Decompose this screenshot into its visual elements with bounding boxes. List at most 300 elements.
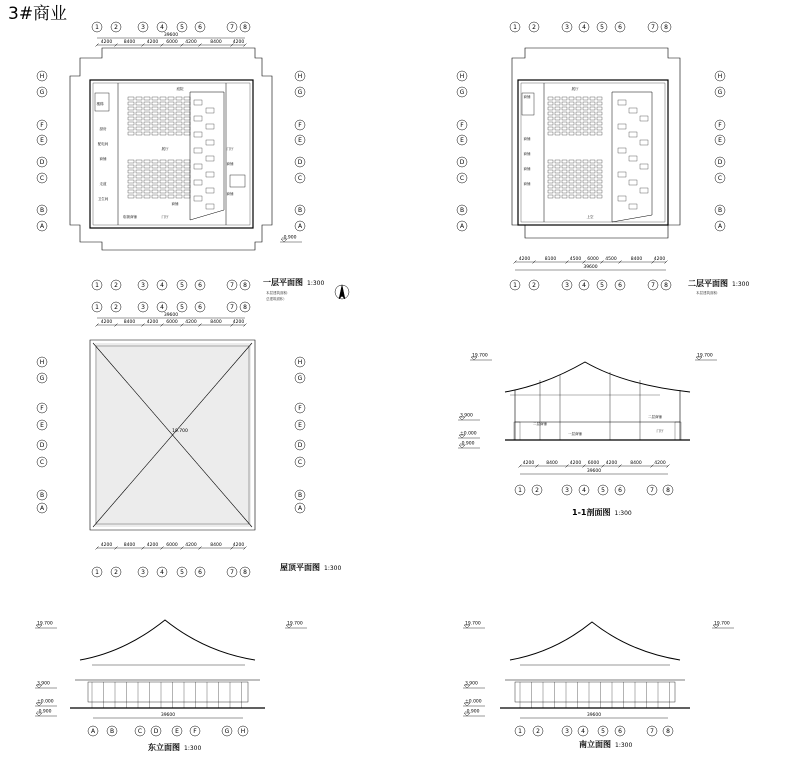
seat [548,185,553,188]
east-total-dim: 39600 [160,713,176,718]
seat [618,148,626,153]
seat [194,100,202,105]
seat [569,170,574,173]
seat [562,127,567,130]
seat [176,127,182,130]
seat [152,107,158,110]
section-total-dim: 39600 [586,469,602,474]
seat [168,160,174,163]
south-l2-level: 3.900 [465,681,478,687]
seat [569,160,574,163]
plan1-right-axis-label: B [297,207,303,215]
plan1-right-axis-label: A [297,223,303,231]
seat [618,124,626,129]
south-axis-label: 1 [518,728,522,736]
seat [206,140,214,145]
south-axis-label: 2 [536,728,540,736]
seat [144,185,150,188]
seat [206,204,214,209]
seat [576,170,581,173]
roof-total-dim: 39600 [163,313,179,318]
seat [168,165,174,168]
roof-dim-value: 4200 [185,320,197,325]
seat [555,180,560,183]
seat [168,180,174,183]
plan2-bottom-axis-label: 5 [600,282,604,290]
plan1-room-label: 厨房 [99,127,107,131]
plan2-left-axis-label: H [459,73,465,81]
seat [160,122,166,125]
plan2-left-axis-label: A [459,223,465,231]
seat [548,190,553,193]
seat [136,160,142,163]
plan1-drawing [70,48,272,250]
seat [128,160,134,163]
seat [176,190,182,193]
seat [160,112,166,115]
plan1-left-axis-label: G [39,89,45,97]
plan2-room-label: 商铺 [523,95,531,99]
seat [144,190,150,193]
seat [152,122,158,125]
seat [583,127,588,130]
south-caption-text: 南立面图 [579,740,611,749]
plan1-bottom-axis-label: 1 [95,282,99,290]
east-scale: 1:300 [184,745,202,752]
seat [168,112,174,115]
plan1-bottom-axis-label: 3 [141,282,145,290]
plan2-bottom-axis-label: 6 [618,282,622,290]
seat [176,195,182,198]
seat [555,195,560,198]
seat [576,127,581,130]
roof-dim-value: 4200 [232,320,245,325]
plan2-top-axis-label: 8 [664,24,668,32]
section-axis-label: 2 [535,487,539,495]
seat [562,180,567,183]
seat [136,112,142,115]
seat [144,180,150,183]
east-axis-label: A [90,728,96,736]
plan2-dim-value: 4500 [569,257,582,262]
seat [548,165,553,168]
seat [548,127,553,130]
seat [569,195,574,198]
seat [176,112,182,115]
seat [569,180,574,183]
plan2-dim-value: 4500 [605,257,617,262]
seat [194,132,202,137]
plan1-top-axis-label: 6 [198,24,202,32]
plan2-top-axis-label: 5 [600,24,604,32]
south-scale: 1:300 [615,742,633,749]
seat [184,107,190,110]
seat [629,204,637,209]
seat [562,122,567,125]
seat [136,122,142,125]
seat [128,117,134,120]
plan1-caption-text: 一层平面图 [263,278,303,287]
plan1-right-axis-label: D [297,159,303,167]
seat [168,107,174,110]
seat [548,132,553,135]
seat [128,180,134,183]
seat [555,102,560,105]
seat [160,127,166,130]
seat [152,165,158,168]
seat [583,165,588,168]
seat [176,160,182,163]
seat [206,188,214,193]
roof-bottom-dim-value: 6000 [166,543,178,548]
section-room-label: 二层商铺 [533,422,547,426]
seat [136,180,142,183]
seat [160,97,166,100]
roof-bottom-dim-value: 4200 [185,543,197,548]
seat [640,140,648,145]
plan1-left-axis-label: F [40,122,44,130]
east-caption-text: 东立面图 [148,743,180,752]
seat [160,132,166,135]
seat [590,132,595,135]
seat [136,107,142,110]
seat [590,185,595,188]
section-l2-level: 3.900 [460,413,473,419]
seat [555,117,560,120]
seat [562,175,567,178]
seat [144,165,150,168]
seat [168,117,174,120]
roof-scale: 1:300 [324,565,342,572]
seat [569,112,574,115]
seat [583,180,588,183]
plan2-right-axis-label: H [717,73,723,81]
plan1-dim-value: 4200 [232,40,245,45]
seat [590,127,595,130]
south-r-level: 19.700 [714,621,730,627]
plan2-right-axis-label: E [718,137,722,145]
seat [184,175,190,178]
plan2-room-label: 商铺 [523,182,531,186]
seat [144,102,150,105]
section-room-label: 二层商铺 [648,415,662,419]
roof-top-axis-label: 2 [114,304,118,312]
seat [583,160,588,163]
plan2-right-axis-label: C [717,175,723,183]
plan1-room-label: 临街商铺 [123,215,137,219]
section-r-level: 19.700 [697,353,713,359]
roof-bottom-axis-label: 2 [114,569,118,577]
roof-top-axis-label: 4 [160,304,164,312]
seat [562,112,567,115]
seat [629,132,637,137]
plan2-left-axis-label: F [460,122,464,130]
roof-dim-value: 4200 [146,320,159,325]
roof-left-axis-label: C [39,459,45,467]
plan1-right-axis-label: H [297,73,303,81]
plan1-dim-value: 4200 [146,40,159,45]
east-axis-label: G [224,728,230,736]
east-l2-level: 3.900 [37,681,50,687]
roof-bottom-axis-label: 3 [141,569,145,577]
east-l3-level: ±0.000 [37,699,54,705]
seat [194,196,202,201]
seat [176,185,182,188]
seat [168,127,174,130]
plan2-dim-value: 4200 [653,257,666,262]
seat [576,97,581,100]
seat [590,112,595,115]
plan1-room-label: 商铺 [226,162,234,166]
plan1-left-axis-label: D [39,159,45,167]
plan2-top-axis-label: 3 [565,24,569,32]
plan1-room-label: 商铺 [171,202,179,206]
seat [576,117,581,120]
section-dim-value: 8400 [630,461,642,466]
seat [597,97,602,100]
seat [136,175,142,178]
section-caption-text: 1-1剖面图 [572,508,611,517]
plan1-left-axis-label: A [39,223,45,231]
seat [590,117,595,120]
seat [590,180,595,183]
seat [576,102,581,105]
plan2-room-label: 商铺 [523,152,531,156]
seat [152,102,158,105]
plan1-bottom-axis-label: 2 [114,282,118,290]
seat [555,175,560,178]
plan2-caption-text: 二层平面图 [688,279,728,288]
seat [184,127,190,130]
plan2-room-label: 上空 [586,215,594,219]
roof-right-axis-label: A [297,505,303,513]
section-axis-label: 6 [618,487,622,495]
roof-left-axis-label: B [39,492,45,500]
seat [144,132,150,135]
seat [597,170,602,173]
seat [184,122,190,125]
roof-dim-value: 6000 [166,320,178,325]
seat [569,185,574,188]
roof-right-axis-label: H [297,359,303,367]
seat [184,190,190,193]
seat [206,156,214,161]
section-dim-value: 4200 [605,461,618,466]
seat [555,170,560,173]
plan1-scale: 1:300 [307,280,325,287]
seat [160,117,166,120]
plan2-bottom-axis-label: 3 [565,282,569,290]
seat [576,122,581,125]
plan1-top-axis-label: 5 [180,24,184,32]
seat [144,195,150,198]
seat [168,175,174,178]
seat [629,108,637,113]
seat [597,122,602,125]
seat [184,112,190,115]
seat [144,175,150,178]
seat [562,97,567,100]
seat [128,170,134,173]
plan2-scale: 1:300 [732,281,750,288]
seat [128,127,134,130]
plan1-dim-value: 4200 [100,40,113,45]
seat [562,107,567,110]
seat [184,102,190,105]
roof-left-axis-label: H [39,359,45,367]
seat [184,97,190,100]
plan1-bottom-axis-label: 7 [230,282,234,290]
roof-left-axis-label: D [39,442,45,450]
plan1-dim-value: 8400 [123,40,136,45]
roof-bottom-axis-label: 5 [180,569,184,577]
seat [128,165,134,168]
section-axis-label: 1 [518,487,522,495]
roof-top-axis-label: 6 [198,304,202,312]
seat [136,132,142,135]
seat [128,112,134,115]
section-l3-level: ±0.000 [460,431,477,437]
seat [168,195,174,198]
seat [597,107,602,110]
seat [168,190,174,193]
east-l4-level: -0.900 [37,709,52,715]
roof-left-axis-label: E [40,422,44,430]
plan2-top-axis-label: 6 [618,24,622,32]
seat [152,190,158,193]
plan2-room-label: 商铺 [523,167,531,171]
plan1-right-axis-label: F [298,122,302,130]
seat [555,185,560,188]
seat [590,122,595,125]
roof-right-axis-label: D [297,442,303,450]
seat [136,97,142,100]
plan1-level: -0.900 [282,235,297,241]
seat [176,132,182,135]
section-dim-value: 6000 [587,461,600,466]
seat [160,190,166,193]
seat [555,112,560,115]
seat [160,180,166,183]
plan2-bottom-axis-label: 7 [651,282,655,290]
seat [184,185,190,188]
roof-bottom-dim-value: 8400 [210,543,222,548]
east-axis-label: B [109,728,115,736]
plan2-right-axis-label: G [717,89,723,97]
seat [555,132,560,135]
seat [168,122,174,125]
seat [576,180,581,183]
roof-dim-value: 8400 [123,320,136,325]
plan1-left-axis-label: B [39,207,45,215]
seat [128,190,134,193]
section-room-label: 一层商铺 [568,432,582,436]
seat [184,160,190,163]
seat [590,165,595,168]
seat [168,97,174,100]
seat [144,117,150,120]
plan2-right-axis-label: A [717,223,723,231]
south-axis-label: 7 [650,728,654,736]
seat [562,102,567,105]
plan2-left-axis-label: G [459,89,465,97]
seat [576,165,581,168]
plan1-top-axis-label: 1 [95,24,99,32]
seat [194,164,202,169]
plan2-left-axis-label: C [459,175,465,183]
roof-top-axis-label: 7 [230,304,234,312]
section-dim-value: 4200 [522,461,535,466]
roof-bottom-dim-value: 4200 [100,543,113,548]
south-axis-label: 3 [565,728,569,736]
seat [194,116,202,121]
roof-right-axis-label: F [298,405,302,413]
seat [618,172,626,177]
seat [136,185,142,188]
north-arrow-icon [335,285,349,299]
plan1-room-label: 配电间 [97,142,109,146]
seat [569,117,574,120]
seat [160,170,166,173]
seat [597,185,602,188]
section-l4-level: -0.900 [460,441,475,447]
seat [144,122,150,125]
seat [160,185,166,188]
section-axis-label: 3 [565,487,569,495]
seat [184,132,190,135]
seat [128,102,134,105]
seat [590,97,595,100]
seat [583,107,588,110]
plan1-room-label: 庭院 [176,87,184,91]
plan2-top-axis-label: 2 [532,24,536,32]
seat [569,132,574,135]
plan1-room-label: 卫生间 [97,197,109,201]
south-total-dim: 39600 [586,713,602,718]
plan2-drawing [512,48,680,238]
seat [152,180,158,183]
roof-bottom-dim-value: 4200 [232,543,245,548]
seat [569,102,574,105]
seat [144,97,150,100]
plan1-left-axis-label: C [39,175,45,183]
plan1-top-axis-label: 8 [243,24,247,32]
seat [576,112,581,115]
plan2-total-dim: 39600 [583,265,598,270]
seat [152,127,158,130]
plan1-room-label: 门厅 [226,147,234,151]
plan1-bottom-axis-label: 8 [243,282,247,290]
seat [176,122,182,125]
roof-bottom-dim-value: 4200 [146,543,159,548]
seat [548,170,553,173]
roof-caption-text: 屋顶平面图 [280,563,320,572]
seat [184,180,190,183]
seat [176,175,182,178]
seat [597,160,602,163]
seat [590,107,595,110]
plan1-note-2: 总建筑面积： [266,297,287,301]
seat [576,132,581,135]
seat [206,108,214,113]
seat [597,112,602,115]
seat [152,195,158,198]
roof-left-axis-label: G [39,375,45,383]
plan2-top-axis-label: 4 [582,24,586,32]
east-r-level: 19.700 [287,621,303,627]
plan1-total-dim: 39600 [163,33,179,38]
seat [569,97,574,100]
